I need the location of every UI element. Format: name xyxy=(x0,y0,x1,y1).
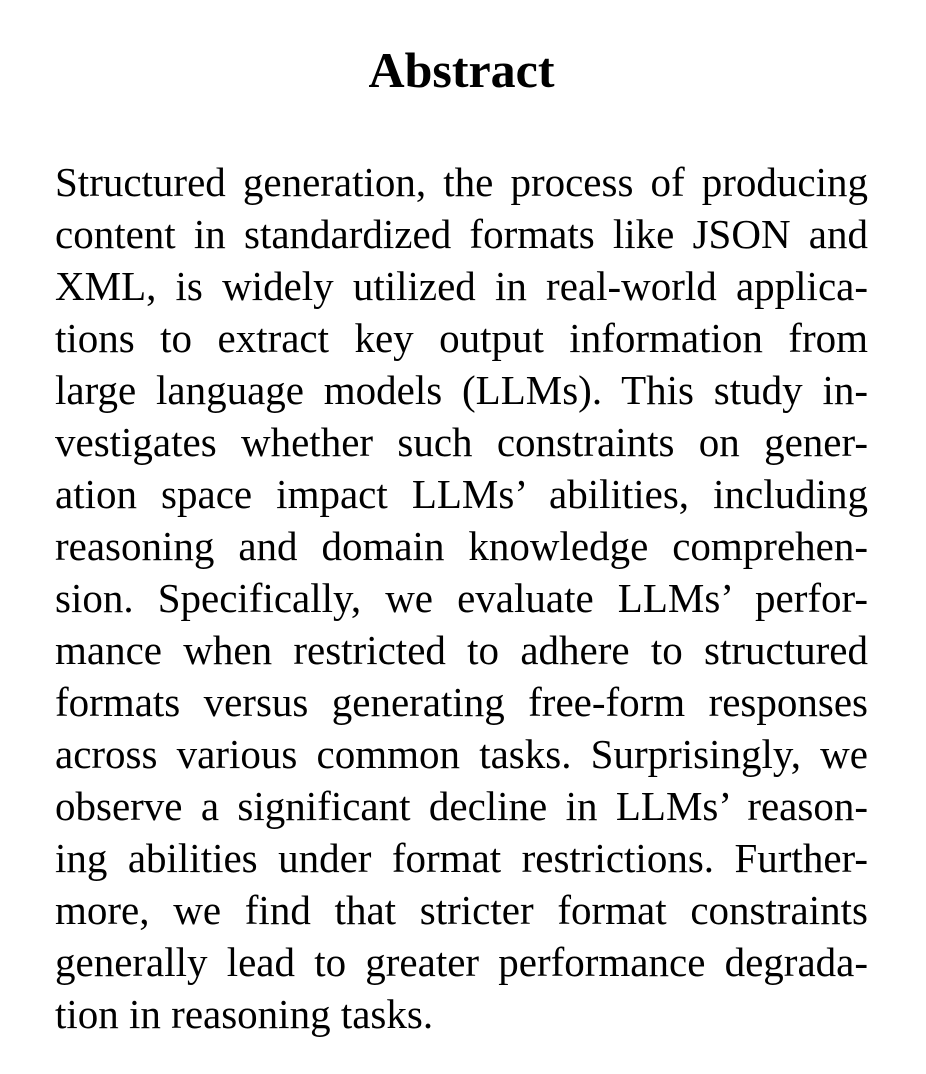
abstract-line: Structured generation, the process of producing xyxy=(55,159,868,205)
abstract-line: XML, is widely utilized in real-world applica- xyxy=(55,263,868,309)
abstract-line: observe a significant decline in LLMs’ reason- xyxy=(55,783,868,829)
abstract-paragraph xyxy=(55,156,868,1040)
abstract-line: ation space impact LLMs’ abilities, including xyxy=(55,471,868,517)
section-title: Abstract xyxy=(368,42,555,98)
abstract-line: generally lead to greater performance degrada- xyxy=(55,939,868,985)
abstract-line: across various common tasks. Surprisingly, we xyxy=(55,731,868,777)
abstract-line: formats versus generating free-form responses xyxy=(55,679,868,725)
abstract-line: mance when restricted to adhere to structured xyxy=(55,627,868,673)
abstract-line: sion. Specifically, we evaluate LLMs’ perfor- xyxy=(55,575,868,621)
abstract-line: ing abilities under format restrictions. Further- xyxy=(55,835,868,881)
abstract-line: large language models (LLMs). This study in- xyxy=(55,367,868,413)
abstract-line: reasoning and domain knowledge comprehen- xyxy=(55,523,868,569)
abstract-line: vestigates whether such constraints on gener- xyxy=(55,419,868,465)
abstract-line: tions to extract key output information from xyxy=(55,315,868,361)
abstract-line-last: tion in reasoning tasks. xyxy=(55,991,434,1037)
abstract-line: more, we find that stricter format constraints xyxy=(55,887,868,933)
abstract-line: content in standardized formats like JSON and xyxy=(55,211,868,257)
